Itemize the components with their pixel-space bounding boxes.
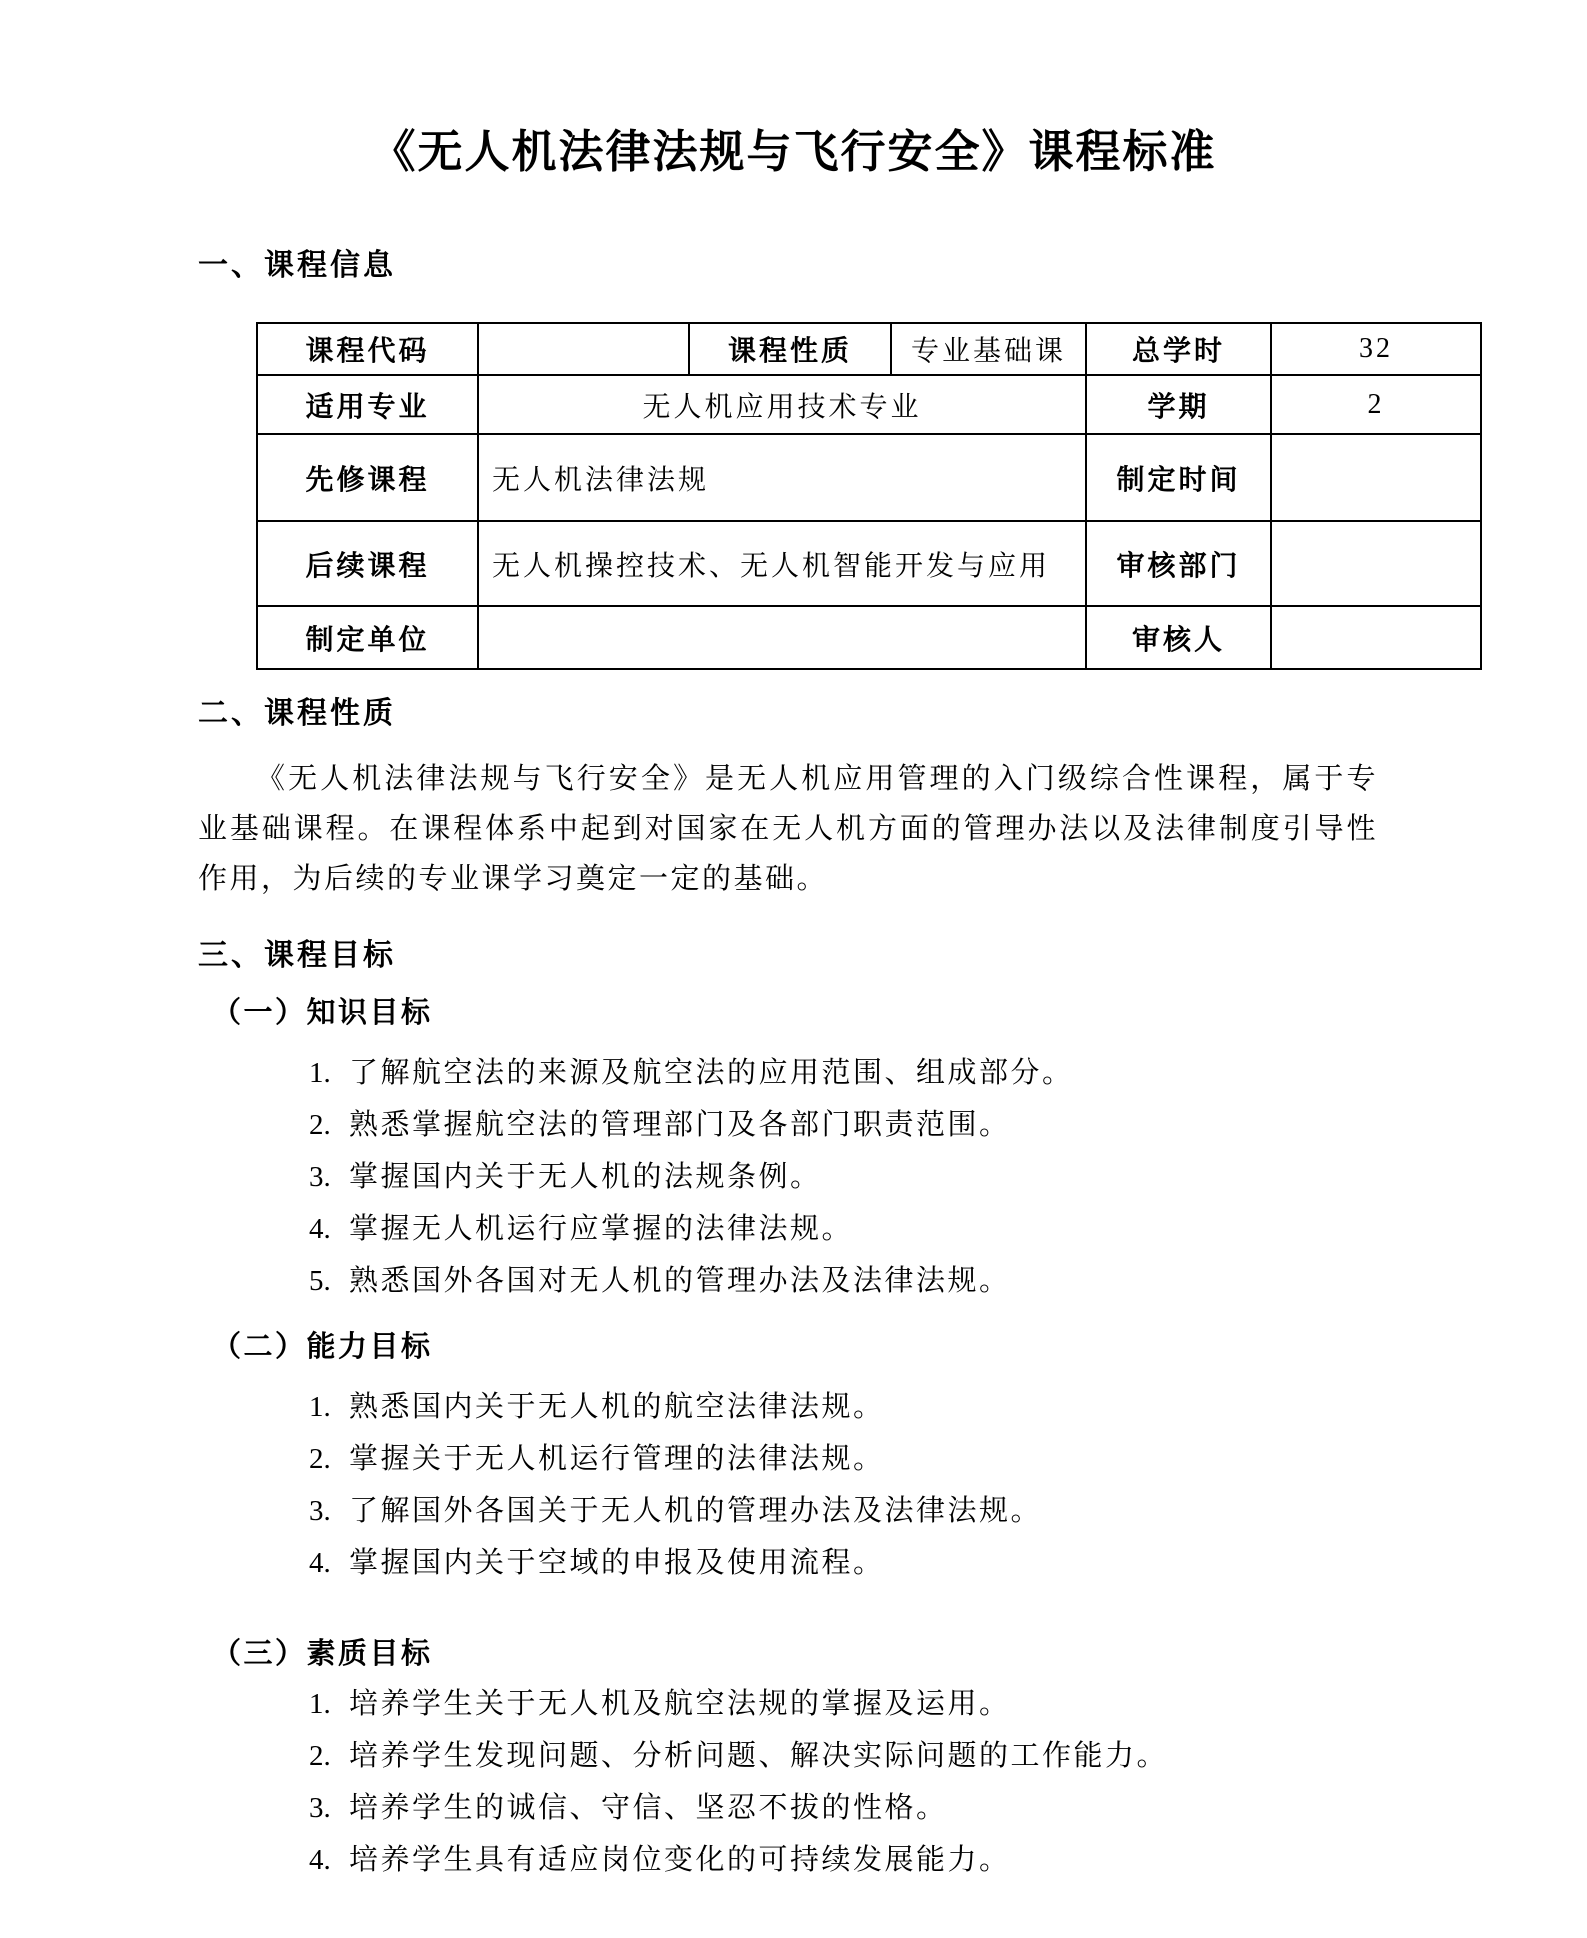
formulation-unit-label: 制定单位: [257, 606, 478, 669]
table-row: [257, 606, 1481, 669]
table-row: [257, 323, 1481, 375]
item-text: 了解航空法的来源及航空法的应用范围、组成部分。: [349, 1057, 1074, 1089]
list-item: [198, 1160, 1587, 1194]
item-text: 掌握国内关于无人机的法规条例。: [349, 1161, 822, 1193]
item-number: 3.: [309, 1495, 331, 1527]
list-item: [198, 1442, 1587, 1476]
total-hours-value: 32: [1271, 323, 1481, 375]
item-number: 4.: [309, 1213, 331, 1245]
course-code-label: 课程代码: [257, 323, 478, 375]
ability-objectives-list: [198, 1390, 1587, 1580]
section-course-nature-heading: 二、课程性质: [198, 697, 396, 730]
list-item: [198, 1212, 1587, 1246]
item-text: 掌握关于无人机运行管理的法律法规。: [349, 1443, 885, 1475]
item-text: 培养学生的诚信、守信、坚忍不拔的性格。: [349, 1792, 948, 1824]
subsequent-courses-value: 无人机操控技术、无人机智能开发与应用: [478, 521, 1086, 606]
item-number: 4.: [309, 1844, 331, 1876]
list-item: [198, 1739, 1587, 1773]
ability-objectives-heading: （二）能力目标: [212, 1331, 433, 1363]
list-item: [198, 1108, 1587, 1142]
applicable-major-label: 适用专业: [257, 375, 478, 434]
course-info-table: [256, 322, 1482, 670]
list-item: [198, 1494, 1587, 1528]
course-code-value: [478, 323, 689, 375]
item-text: 熟悉国外各国对无人机的管理办法及法律法规。: [349, 1265, 1011, 1297]
item-number: 5.: [309, 1265, 331, 1297]
course-nature-label: 课程性质: [689, 323, 891, 375]
formulation-unit-value: [478, 606, 1086, 669]
applicable-major-value: 无人机应用技术专业: [478, 375, 1086, 434]
knowledge-objectives-list: [198, 1056, 1587, 1298]
course-nature-value: 专业基础课: [891, 323, 1086, 375]
list-item: [198, 1791, 1587, 1825]
semester-value: 2: [1271, 375, 1481, 434]
formulation-time-label: 制定时间: [1086, 434, 1271, 521]
formulation-time-value: [1271, 434, 1481, 521]
item-number: 3.: [309, 1161, 331, 1193]
review-department-value: [1271, 521, 1481, 606]
prerequisite-courses-value: 无人机法律法规: [478, 434, 1086, 521]
item-number: 3.: [309, 1792, 331, 1824]
review-department-label: 审核部门: [1086, 521, 1271, 606]
item-text: 了解国外各国关于无人机的管理办法及法律法规。: [349, 1495, 1043, 1527]
page-title: 《无人机法律法规与飞行安全》课程标准: [370, 127, 1217, 177]
item-number: 2.: [309, 1443, 331, 1475]
subsequent-courses-label: 后续课程: [257, 521, 478, 606]
quality-objectives-heading: （三）素质目标: [212, 1638, 433, 1670]
list-item: [198, 1687, 1587, 1721]
item-text: 培养学生发现问题、分析问题、解决实际问题的工作能力。: [349, 1740, 1169, 1772]
item-text: 培养学生具有适应岗位变化的可持续发展能力。: [349, 1844, 1011, 1876]
section-course-info-heading: 一、课程信息: [198, 249, 396, 282]
item-number: 4.: [309, 1547, 331, 1579]
item-text: 熟悉国内关于无人机的航空法律法规。: [349, 1391, 885, 1423]
item-number: 1.: [309, 1057, 331, 1089]
item-number: 1.: [309, 1391, 331, 1423]
table-row: [257, 521, 1481, 606]
list-item: [198, 1546, 1587, 1580]
table-row: [257, 375, 1481, 434]
semester-label: 学期: [1086, 375, 1271, 434]
table-row: [257, 434, 1481, 521]
list-item: [198, 1390, 1587, 1424]
section-course-objectives-heading: 三、课程目标: [198, 939, 396, 972]
item-text: 掌握国内关于空域的申报及使用流程。: [349, 1547, 885, 1579]
item-number: 1.: [309, 1688, 331, 1720]
item-number: 2.: [309, 1109, 331, 1141]
item-text: 培养学生关于无人机及航空法规的掌握及运用。: [349, 1688, 1011, 1720]
item-text: 熟悉掌握航空法的管理部门及各部门职责范围。: [349, 1109, 1011, 1141]
list-item: [198, 1264, 1587, 1298]
list-item: [198, 1056, 1587, 1090]
reviewer-value: [1271, 606, 1481, 669]
prerequisite-courses-label: 先修课程: [257, 434, 478, 521]
course-nature-paragraph: 《无人机法律法规与飞行安全》是无人机应用管理的入门级综合性课程，属于专业基础课程。在课程体系中起到对国家在无人机方面的管理办法以及法律制度引导性作用，为后续的专业课学习奠定一定的基础。: [198, 763, 1378, 895]
list-item: [198, 1843, 1587, 1877]
quality-objectives-list: [198, 1687, 1587, 1877]
reviewer-label: 审核人: [1086, 606, 1271, 669]
knowledge-objectives-heading: （一）知识目标: [212, 997, 433, 1029]
total-hours-label: 总学时: [1086, 323, 1271, 375]
item-number: 2.: [309, 1740, 331, 1772]
item-text: 掌握无人机运行应掌握的法律法规。: [349, 1213, 854, 1245]
